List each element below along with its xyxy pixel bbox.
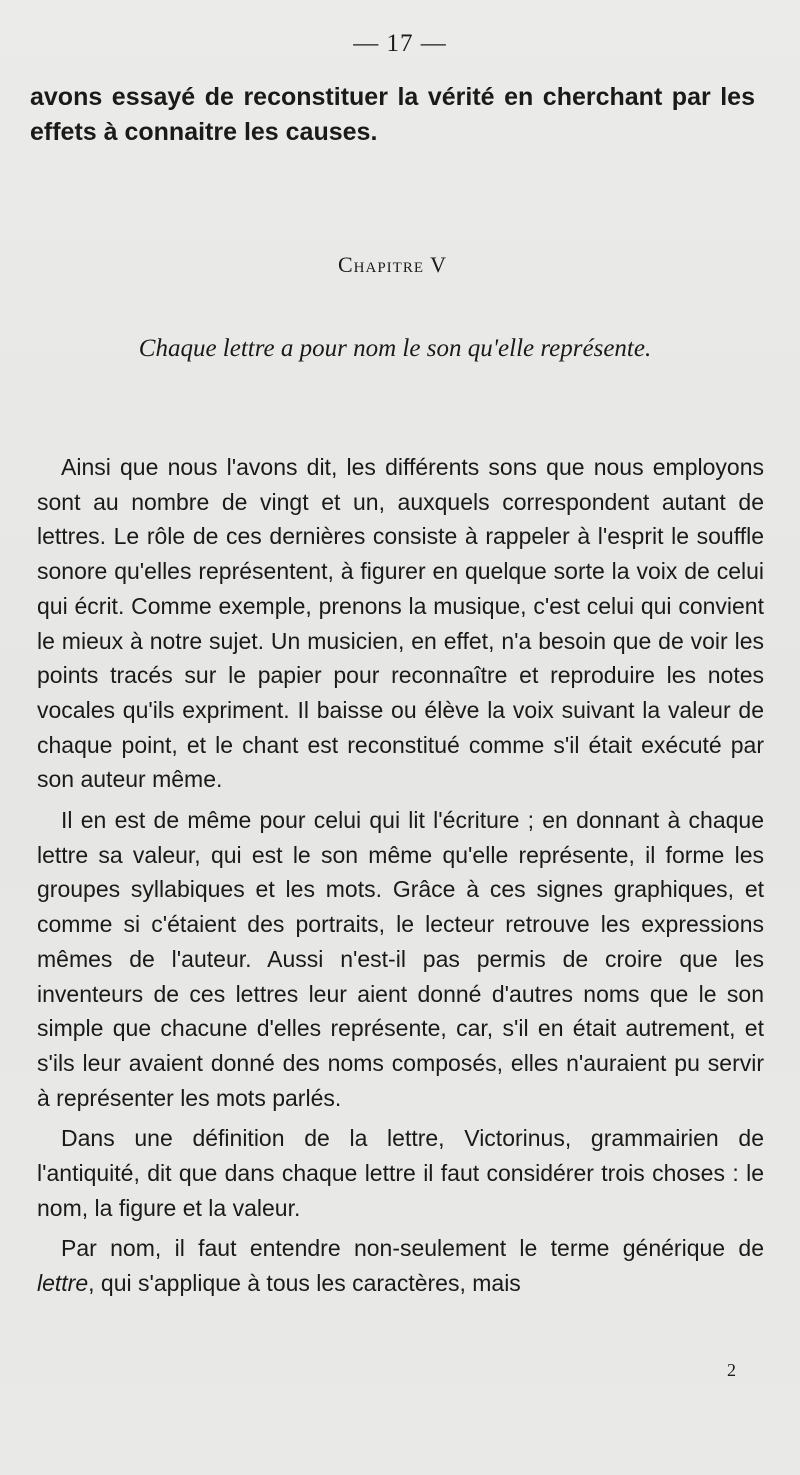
chapter-subtitle: Chaque lettre a pour nom le son qu'elle représente. <box>138 335 652 362</box>
paragraph-text: avons essayé de reconstituer la vérité en cherchant par les effets à connaitre les causes. <box>30 83 755 146</box>
paragraph: Il en est de même pour celui qui lit l'écriture ; en donnant à chaque lettre sa valeur, qui est le son même qu'elle représente, il forme les groupes syllabiques et les mots. Grâce à ces signes graphiques, et comme si c'étaient des portraits, le lecteur retrouve les expressions mêmes de l'auteur. Aussi n'est-il pas permis de croire que les inventeurs de ces lettres leur aient donné d'autres noms que le son simple que chacune d'elles représente, car, s'il en était autrement, et s'ils leur avaient donné des noms composés, elles n'auraient pu servir à représenter les mots parlés. <box>37 807 764 1111</box>
chapter-title: Chapitre V <box>338 252 447 277</box>
continued-paragraph <box>30 80 755 150</box>
paragraph: Ainsi que nous l'avons dit, les différents sons que nous employons sont au nombre de vingt et un, auxquels correspondent autant de lettres. Le rôle de ces dernières consiste à rappeler à l'esprit le souffle sonore qu'elles représentent, à figurer en quelque sorte la voix de celui qui écrit. Comme exemple, prenons la musique, c'est celui qui convient le mieux à notre sujet. Un musicien, en effet, n'a besoin que de voir les points tracés sur le papier pour reconnaître et reproduire les notes vocales qu'ils expriment. Il baisse ou élève la voix suivant la valeur de chaque point, et le chant est reconstitué comme s'il était exécuté par son auteur même. <box>37 454 764 793</box>
paragraph: Dans une définition de la lettre, Victorinus, grammairien de l'antiquité, dit que dans chaque lettre il faut considérer trois choses : le nom, la figure et la valeur. <box>37 1125 764 1221</box>
paragraph-text-start: Par nom, il faut entendre non-seulement le terme générique de <box>61 1235 764 1262</box>
page-number: — 17 — <box>353 30 447 57</box>
signature-mark: 2 <box>727 1360 736 1380</box>
paragraph <box>37 1231 764 1300</box>
chapter-body <box>37 450 764 1307</box>
paragraph-text-end: , qui s'applique à tous les caractères, mais <box>88 1270 521 1297</box>
italic-term: lettre <box>37 1270 89 1297</box>
